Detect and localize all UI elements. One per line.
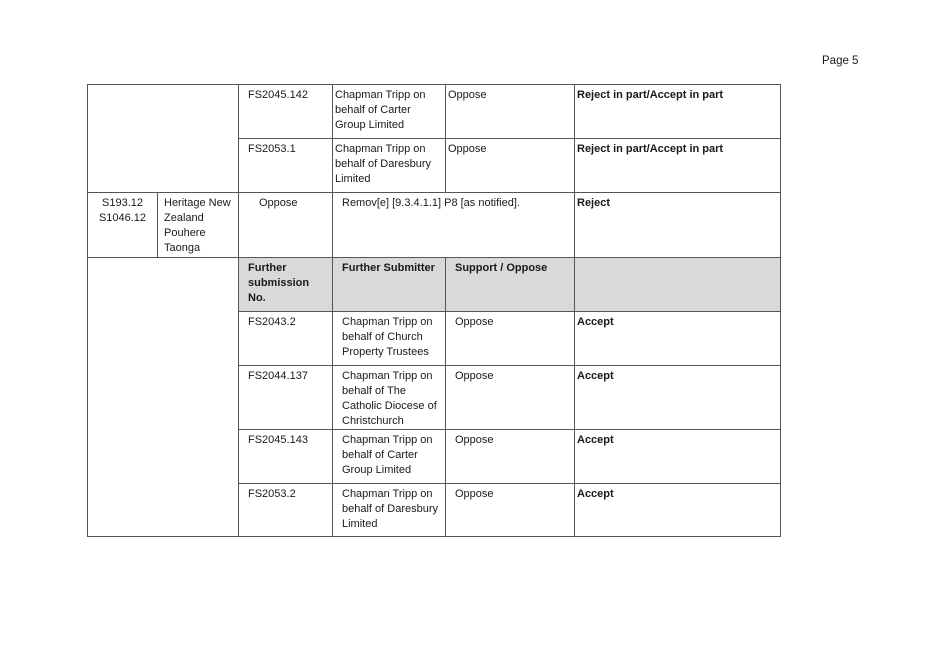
submission-number: S1046.12 xyxy=(98,212,147,224)
fs-number: FS2053.2 xyxy=(239,484,333,537)
submitter: Heritage New Zealand Pouhere Taonga xyxy=(158,193,239,258)
further-submitter: Chapman Tripp on behalf of Daresbury Limited xyxy=(333,139,446,193)
empty-cell xyxy=(88,85,239,193)
fs-number: FS2045.142 xyxy=(239,85,333,139)
empty-cell xyxy=(88,258,239,537)
position: Oppose xyxy=(446,139,575,193)
relief-sought: Remov[e] [9.3.4.1.1] P8 [as notified]. xyxy=(333,193,575,258)
header-further-submitter: Further Submitter xyxy=(333,258,446,312)
further-header-row xyxy=(88,258,781,312)
table-row xyxy=(88,85,781,139)
decision: Reject in part/Accept in part xyxy=(575,85,781,139)
fs-number: FS2053.1 xyxy=(239,139,333,193)
submission-row xyxy=(88,193,781,258)
decision: Reject in part/Accept in part xyxy=(575,139,781,193)
position: Oppose xyxy=(446,312,575,366)
header-decision xyxy=(575,258,781,312)
header-fs-number: Further submission No. xyxy=(239,258,333,312)
decision: Accept xyxy=(575,312,781,366)
position: Oppose xyxy=(446,366,575,430)
header-support-oppose: Support / Oppose xyxy=(446,258,575,312)
submission-numbers xyxy=(88,193,158,258)
decision: Reject xyxy=(575,193,781,258)
further-submitter: Chapman Tripp on behalf of Carter Group Limited xyxy=(333,85,446,139)
fs-number: FS2045.143 xyxy=(239,430,333,484)
fs-number: FS2043.2 xyxy=(239,312,333,366)
further-submitter: Chapman Tripp on behalf of Church Property Trustees xyxy=(333,312,446,366)
further-submitter: Chapman Tripp on behalf of The Catholic Diocese of Christchurch xyxy=(333,366,446,430)
further-submitter: Chapman Tripp on behalf of Carter Group Limited xyxy=(333,430,446,484)
decision: Accept xyxy=(575,366,781,430)
submission-position: Oppose xyxy=(239,193,333,258)
submissions-table xyxy=(87,84,781,537)
position: Oppose xyxy=(446,484,575,537)
further-submitter: Chapman Tripp on behalf of Daresbury Limited xyxy=(333,484,446,537)
position: Oppose xyxy=(446,430,575,484)
decision: Accept xyxy=(575,484,781,537)
page-number: Page 5 xyxy=(822,55,859,67)
submission-number: S193.12 xyxy=(102,197,143,209)
position: Oppose xyxy=(446,85,575,139)
decision: Accept xyxy=(575,430,781,484)
fs-number: FS2044.137 xyxy=(239,366,333,430)
